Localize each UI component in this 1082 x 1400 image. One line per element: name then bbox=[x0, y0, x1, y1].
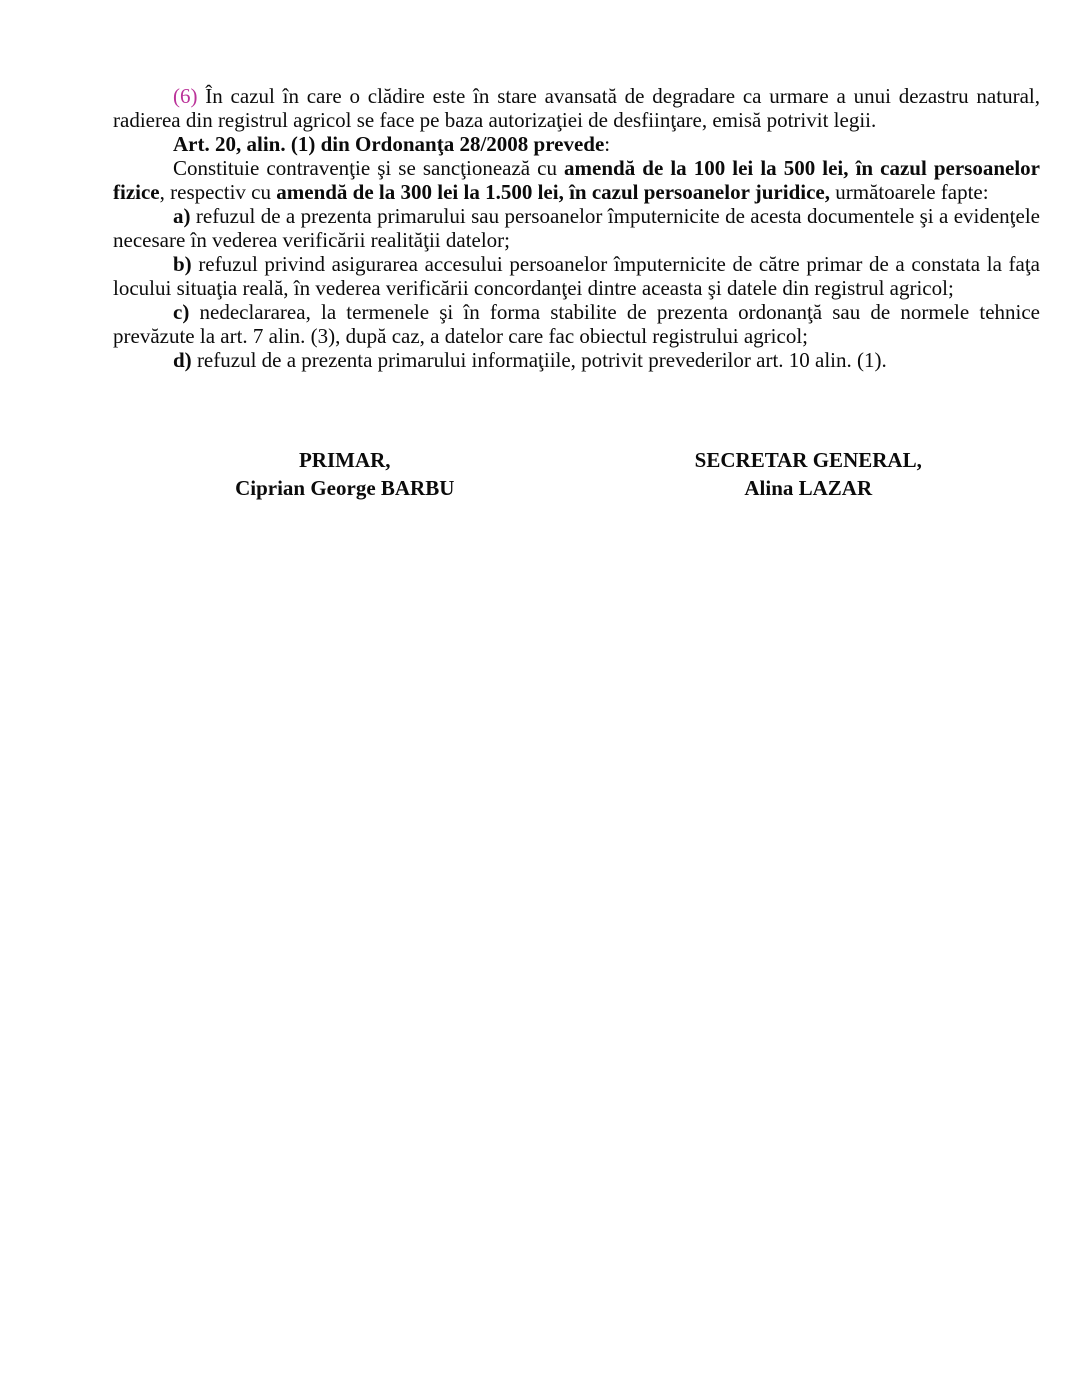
list-item-c-marker: c) bbox=[173, 300, 190, 324]
list-item-b-text: refuzul privind asigurarea accesului persoanelor împuternicite de către primar de a constata la faţa locului situaţia reală, în vederea verificării concordanţei dintre aceasta şi datele din registrul agricol; bbox=[113, 252, 1040, 300]
signature-left bbox=[113, 446, 577, 502]
list-item-d-text: refuzul de a prezenta primarului informaţiile, potrivit prevederilor art. 10 alin. (1). bbox=[196, 348, 887, 372]
list-item-c bbox=[113, 300, 1040, 348]
intro-bold-1: amendă de la 100 lei la 500 lei, în cazul persoanelor fizice bbox=[113, 156, 1040, 204]
signature-left-title: PRIMAR, bbox=[298, 448, 391, 472]
list-item-a bbox=[113, 204, 1040, 252]
intro-paragraph bbox=[113, 156, 1040, 204]
paragraph-6-text: În cazul în care o clădire este în stare avansată de degradare ca urmare a unui dezastru natural, radierea din registrul agricol se face pe baza autorizaţiei de desfiinţare, emisă potrivit legii. bbox=[113, 84, 1040, 132]
signature-right-name: Alina LAZAR bbox=[744, 476, 873, 500]
article-heading-text: Art. 20, alin. (1) din Ordonanţa 28/2008 prevede bbox=[173, 132, 605, 156]
article-heading-colon: : bbox=[604, 132, 611, 156]
list-item-d bbox=[113, 348, 1040, 372]
intro-bold-2: amendă de la 300 lei la 1.500 lei, în cazul persoanelor juridice, bbox=[276, 180, 830, 204]
signature-right-title: SECRETAR GENERAL, bbox=[694, 448, 922, 472]
list-item-b bbox=[113, 252, 1040, 300]
document-content bbox=[113, 84, 1040, 502]
article-heading bbox=[113, 132, 1040, 156]
signature-right bbox=[577, 446, 1041, 502]
intro-text-3: următoarele fapte: bbox=[830, 180, 989, 204]
intro-text-1: Constituie contravenţie şi se sancţionează cu bbox=[173, 156, 565, 180]
list-item-a-text: refuzul de a prezenta primarului sau persoanelor împuternicite de acesta documentele şi a evidenţele necesare în vederea verificării realităţii datelor; bbox=[113, 204, 1040, 252]
paragraph-6 bbox=[113, 84, 1040, 132]
list-item-c-text: nedeclararea, la termenele şi în forma stabilite de prezenta ordonanţă sau de normele tehnice prevăzute la art. 7 alin. (3), după caz, a datelor care fac obiectul registrului agricol; bbox=[113, 300, 1041, 348]
signature-block bbox=[113, 446, 1040, 502]
list-item-b-marker: b) bbox=[173, 252, 192, 276]
signature-left-name: Ciprian George BARBU bbox=[235, 476, 455, 500]
list-item-a-marker: a) bbox=[173, 204, 191, 228]
paragraph-6-marker: (6) bbox=[173, 84, 198, 108]
intro-text-2: , respectiv cu bbox=[159, 180, 277, 204]
list-item-d-marker: d) bbox=[173, 348, 192, 372]
